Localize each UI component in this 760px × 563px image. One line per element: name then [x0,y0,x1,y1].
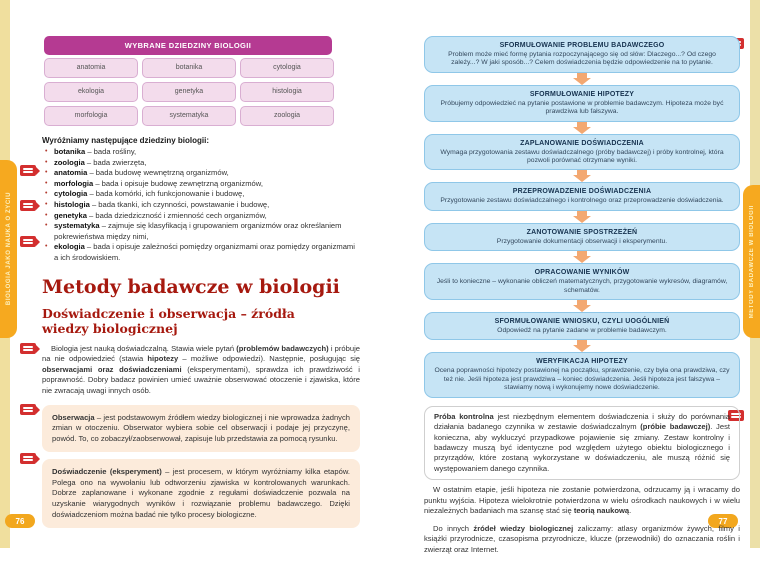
down-arrow-icon [573,340,591,352]
field-cell: genetyka [142,82,236,102]
flow-step: SFORMUŁOWANIE PROBLEMU BADAWCZEGO Problem może mieć formę pytania rozpoczynającego się od słów: Dlaczego...? Od czego zależy...? W jaki sposób...? Celem doświadczenia będzie odpowiedzenie na to pytanie. [424,36,740,73]
field-cell: zoologia [240,106,334,126]
flow-step: ZANOTOWANIE SPOSTRZEŻEŃ Przygotowanie dokumentacji obserwacji i eksperymentu. [424,223,740,251]
red-note-badge-icon [20,200,36,211]
page-number-right: 77 [708,514,738,528]
down-arrow-icon [573,251,591,263]
list-item: • systematyka – zajmuje się klasyfikacją i grupowaniem organizmów oraz określaniem pokrewieństwa między nimi, [45,221,360,242]
field-cell: morfologia [44,106,138,126]
red-note-badge-icon [20,236,36,247]
down-arrow-icon [573,300,591,312]
fields-table-title: WYBRANE DZIEDZINY BIOLOGII [44,36,332,55]
list-item: • cytologia – bada komórki, ich funkcjonowanie i budowę, [45,189,360,200]
chapter-tab-left-label: BIOLOGIA JAKO NAUKA O ŻYCIU [5,192,12,306]
page-number-left: 76 [5,514,35,528]
fields-list-intro: Wyróżniamy następujące dziedziny biologii: [42,136,209,145]
list-item: • histologia – bada tkanki, ich czynności, powstawanie i budowę, [45,200,360,211]
flow-step: WERYFIKACJA HIPOTEZY Ocena poprawności hipotezy postawionej na początku, sprawdzenie, czy była ona prawdziwa, czy też nie. Jeśli hipoteza jest prawdziwa – koniec doświadczenia. Jeśli hipoteza jest fałszywa – stawiamy nową i wykonujemy nowe doświadczenie. [424,352,740,397]
control-sample-box: Próba kontrolna jest niezbędnym elementem doświadczenia i służy do porównania działania badanego czynnika w zestawie doświadczalnym (próbie badawczej). Jest konieczna, aby wykluczyć przypadkowe pojawienie się zmiany. Zestaw kontrolny i badawczy muszą być identyczne pod względem użytego obiektu biologicznego i przyrządów, które zostaną wykorzystane w doświadczeniu, ale muszą różnić się występowaniem danego czynnika. [424,406,740,480]
list-item: • ekologia – bada i opisuje zależności pomiędzy organizmami oraz pomiędzy organizmami a ich środowiskiem. [45,242,360,263]
experiment-definition-box: Doświadczenie (eksperyment) – jest procesem, w którym wyróżniamy kilka etapów. Polega ono na wywołaniu lub odtworzeniu zjawiska w kontrolowanych warunkach. Dobrze zaplanowane i wykonane zgodnie z regułami doświadczenie pozwala na uzyskanie wiarygodnych wyników i rozwiązanie problemu badawczego. Dzięki doświadczeniom można badać nie tylko procesy biologiczne. [42,459,360,528]
fields-list [45,147,360,264]
left-page [42,0,360,528]
down-arrow-icon [573,73,591,85]
chapter-tab-right [743,185,760,338]
right-page [424,0,740,563]
flow-step: OPRACOWANIE WYNIKÓW Jeśli to konieczne – wykonanie obliczeń matematycznych, przygotowanie wykresów, diagramów, schematów. [424,263,740,300]
observation-definition-box: Obserwacja – jest podstawowym źródłem wiedzy biologicznej i nie wprowadza żadnych zmian w otoczeniu. Obserwator wybiera sobie cel obserwacji i podaje jej przyczynę, powód. To, co zobaczył/zaobserwował, zapisuje lub przedstawia za pomocą rysunku. [42,405,360,453]
down-arrow-icon [573,211,591,223]
field-cell: histologia [240,82,334,102]
flow-step: ZAPLANOWANIE DOŚWIADCZENIA Wymaga przygotowania zestawu doświadczalnego (próby badawczej) i próby kontrolnej, która pozwoli porównać otrzymane wyniki. [424,134,740,171]
flow-step: PRZEPROWADZENIE DOŚWIADCZENIA Przygotowanie zestawu doświadczalnego i kontrolnego oraz przeprowadzenie doświadczenia. [424,182,740,210]
list-item: • morfologia – bada i opisuje budowę zewnętrzną organizmów, [45,179,360,190]
red-note-badge-icon [20,453,36,464]
flow-step: SFORMUŁOWANIE HIPOTEZY Próbujemy odpowiedzieć na pytanie postawione w problemie badawczym. Hipoteza może być prawdziwa lub fałszywa. [424,85,740,122]
field-cell: systematyka [142,106,236,126]
flow-step: SFORMUŁOWANIE WNIOSKU, CZYLI UOGÓLNIEŃ Odpowiedź na pytanie zadane w problemie badawczym. [424,312,740,340]
fields-table [44,58,334,126]
field-cell: anatomia [44,58,138,78]
down-arrow-icon [573,122,591,134]
list-item: • anatomia – bada budowę wewnętrzną organizmów, [45,168,360,179]
field-cell: botanika [142,58,236,78]
closing-paragraph: Do innych źródeł wiedzy biologicznej zaliczamy: atlasy organizmów żywych, filmy i książki przyrodnicze, czasopisma przyrodnicze, klucze (przewodniki) do oznaczania roślin i zwierząt oraz Internet. [424,523,740,554]
subsection-heading: Doświadczenie i obserwacja – źródła wiedzy biologicznej [42,305,295,336]
field-cell: ekologia [44,82,138,102]
section-heading: Metody badawcze w biologii [42,275,340,298]
list-item: • zoologia – bada zwierzęta, [45,158,360,169]
field-cell: cytologia [240,58,334,78]
red-note-badge-icon [20,343,36,354]
closing-paragraph: W ostatnim etapie, jeśli hipoteza nie zostanie potwierdzona, odrzucamy ją i wracamy do punktu wyjścia. Hipoteza wielokrotnie potwierdzona w wielu ośrodkach naukowych i w wielu niezależnych badaniach ma szansę stać się teorią naukową. [424,485,740,515]
research-method-flowchart [424,36,740,398]
red-note-badge-icon [20,404,36,415]
list-item: • genetyka – bada dziedziczność i zmienność cech organizmów, [45,211,360,222]
chapter-tab-right-label: METODY BADAWCZE W BIOLOGII [748,204,755,319]
chapter-tab-left [0,160,17,338]
red-note-badge-icon [20,165,36,176]
down-arrow-icon [573,170,591,182]
intro-paragraph: Biologia jest nauką doświadczalną. Stawia wiele pytań (problemów badawczych) i próbuje na nie odpowiedzieć (stawia hipotezy – możliwe odpowiedzi). Następnie, posługując się obserwacjami oraz doświadczeniami (eksperymentami), sprawdza ich prawdziwość i poprawność. Dobry badacz powinien umieć uważnie obserwować otoczenie i zjawiska, które nie zwracają uwagi innych osób. [42,343,361,395]
list-item: • botanika – bada rośliny, [45,147,360,158]
